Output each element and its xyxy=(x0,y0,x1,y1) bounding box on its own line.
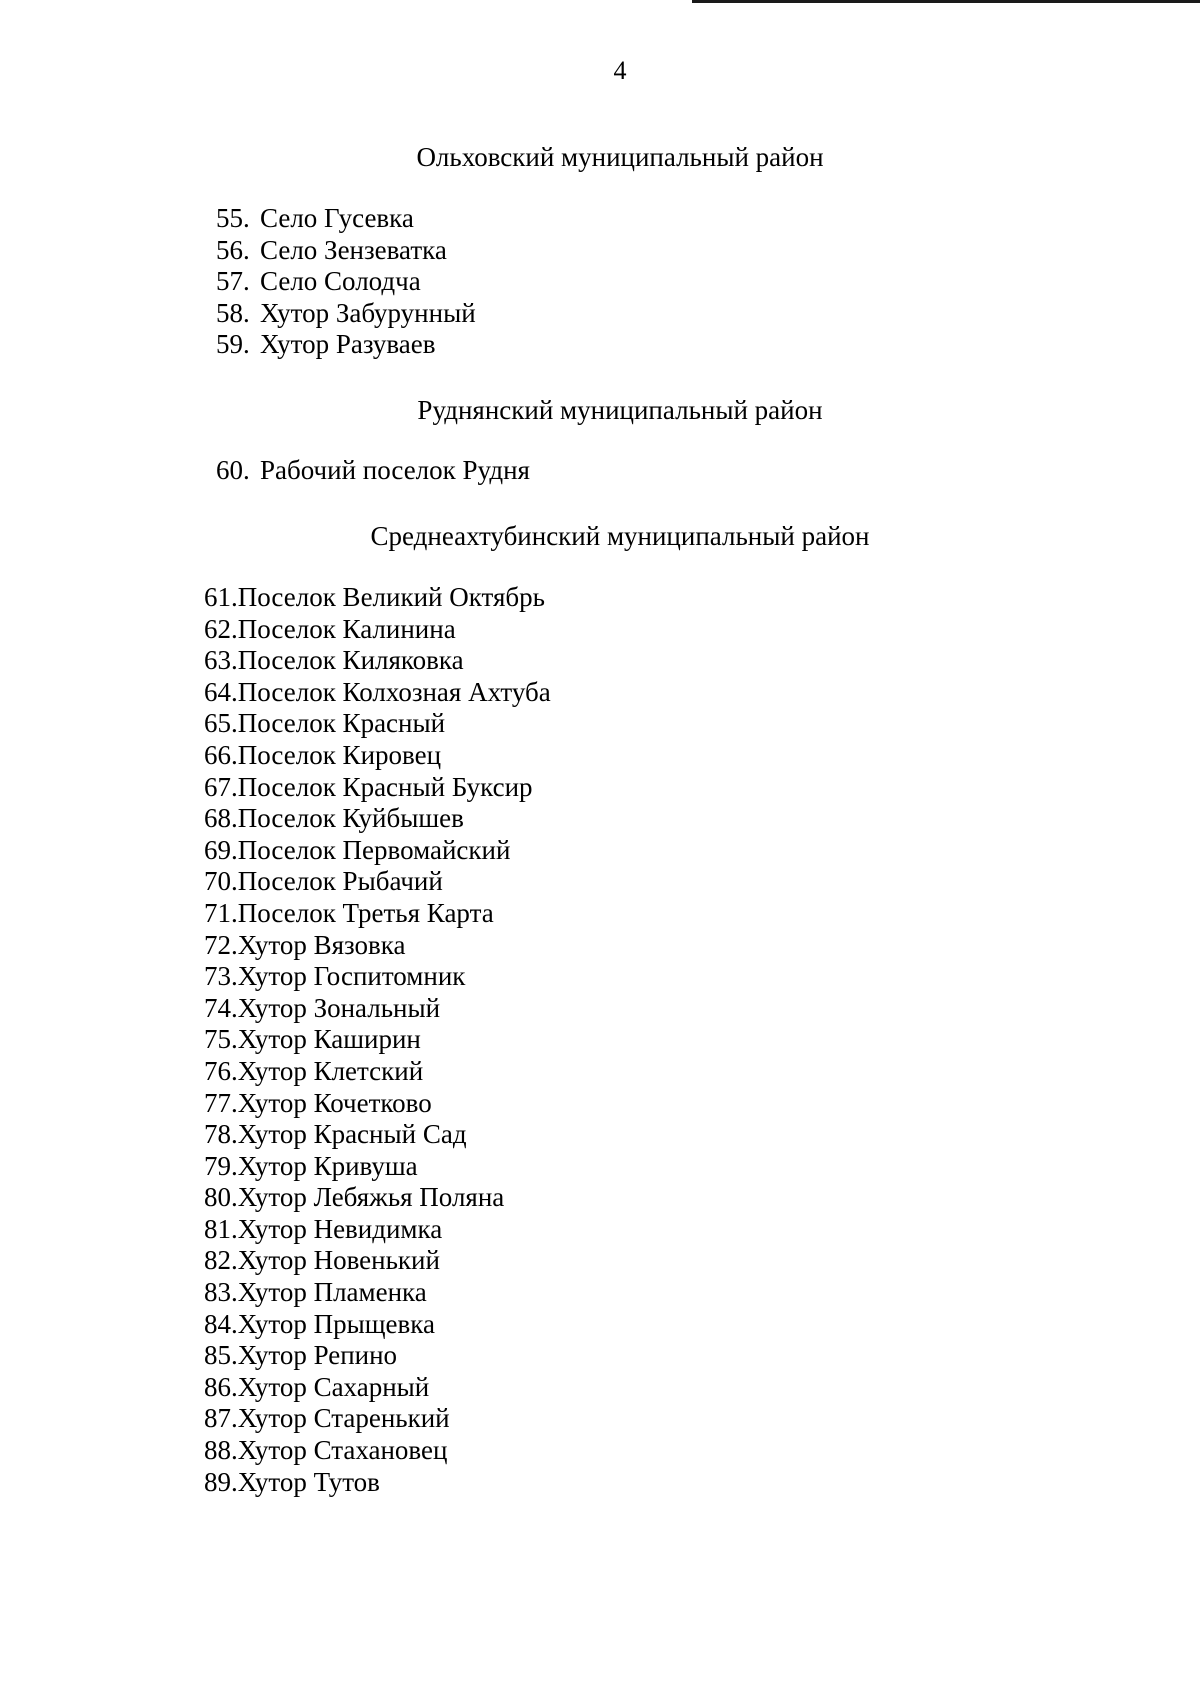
item-number: 88. xyxy=(204,1435,238,1466)
item-number: 76. xyxy=(204,1055,238,1086)
item-name: Поселок Великий Октябрь xyxy=(237,582,545,612)
list-item xyxy=(204,708,551,740)
item-number: 62. xyxy=(204,613,238,644)
item-name: Хутор Госпитомник xyxy=(237,961,466,992)
item-number: 75. xyxy=(204,1024,238,1055)
item-number: 69. xyxy=(204,834,238,865)
list-item xyxy=(204,835,551,867)
list-item xyxy=(204,1372,551,1404)
list-item xyxy=(204,740,551,772)
item-name: Хутор Кривуша xyxy=(237,1150,418,1181)
item-name: Село Солодча xyxy=(260,266,421,297)
list-item xyxy=(204,1088,551,1120)
list-item xyxy=(204,866,551,898)
list-item xyxy=(204,1182,551,1214)
list-item xyxy=(204,645,551,677)
item-name: Хутор Кочетково xyxy=(237,1087,432,1118)
list-item xyxy=(204,614,551,646)
item-name: Хутор Клетский xyxy=(237,1055,424,1086)
list-item xyxy=(204,1245,551,1277)
list-item xyxy=(204,1340,551,1372)
item-name: Рабочий поселок Рудня xyxy=(260,455,530,485)
item-name: Хутор Стахановец xyxy=(237,1435,448,1466)
item-name: Хутор Тутов xyxy=(237,1466,380,1497)
item-name: Хутор Каширин xyxy=(237,1024,421,1055)
item-name: Поселок Первомайский xyxy=(237,834,511,865)
item-name: Поселок Киляковка xyxy=(237,645,464,676)
item-number: 74. xyxy=(204,992,238,1023)
item-name: Хутор Забурунный xyxy=(260,297,476,328)
item-number: 68. xyxy=(204,803,238,834)
section-heading-rudnyansky: Руднянский муниципальный район xyxy=(417,395,823,425)
item-number: 86. xyxy=(204,1371,238,1402)
list-item xyxy=(204,1151,551,1183)
item-number: 58. xyxy=(216,297,250,328)
item-number: 77. xyxy=(204,1087,238,1118)
item-number: 89. xyxy=(204,1466,238,1497)
list-item xyxy=(204,582,551,614)
list-item xyxy=(204,677,551,709)
page-number: 4 xyxy=(613,56,627,85)
list-item xyxy=(216,203,476,235)
item-name: Хутор Разуваев xyxy=(260,329,436,360)
item-number: 82. xyxy=(204,1245,238,1276)
item-name: Поселок Кировец xyxy=(237,739,442,770)
item-number: 73. xyxy=(204,961,238,992)
item-number: 57. xyxy=(216,266,250,297)
item-name: Село Зензеватка xyxy=(260,234,447,265)
item-number: 67. xyxy=(204,771,238,802)
list-item xyxy=(204,1403,551,1435)
item-name: Поселок Рыбачий xyxy=(237,866,443,897)
item-name: Хутор Сахарный xyxy=(237,1371,430,1402)
item-number: 87. xyxy=(204,1403,238,1434)
item-number: 83. xyxy=(204,1277,238,1308)
list-item xyxy=(204,993,551,1025)
item-name: Хутор Прыщевка xyxy=(237,1308,435,1339)
item-number: 70. xyxy=(204,866,238,897)
item-name: Хутор Репино xyxy=(237,1340,398,1371)
list-item xyxy=(204,1119,551,1151)
item-name: Хутор Красный Сад xyxy=(237,1119,467,1150)
list-item xyxy=(204,1024,551,1056)
list-item xyxy=(204,1309,551,1341)
item-name: Поселок Третья Карта xyxy=(237,897,494,928)
list-item xyxy=(216,329,476,361)
item-number: 72. xyxy=(204,929,238,960)
item-number: 61. xyxy=(204,582,238,612)
list-item xyxy=(204,1056,551,1088)
item-number: 71. xyxy=(204,897,238,928)
list-item xyxy=(204,1214,551,1246)
item-number: 81. xyxy=(204,1213,238,1244)
list-item xyxy=(216,266,476,298)
list-item xyxy=(204,803,551,835)
item-name: Хутор Новенький xyxy=(237,1245,440,1276)
section-heading-sredneakhtubinsky: Среднеахтубинский муниципальный район xyxy=(370,521,870,551)
item-number: 66. xyxy=(204,739,238,770)
item-name: Поселок Калинина xyxy=(237,613,456,644)
item-name: Хутор Пламенка xyxy=(237,1277,427,1308)
item-name: Хутор Невидимка xyxy=(237,1213,443,1244)
list-item xyxy=(204,898,551,930)
top-edge-rule xyxy=(692,0,1200,3)
item-number: 84. xyxy=(204,1308,238,1339)
list-item xyxy=(216,235,476,267)
list-item xyxy=(204,1277,551,1309)
item-number: 78. xyxy=(204,1119,238,1150)
item-name: Село Гусевка xyxy=(260,203,414,233)
item-name: Хутор Зональный xyxy=(237,992,441,1023)
item-number: 63. xyxy=(204,645,238,676)
item-name: Хутор Вязовка xyxy=(237,929,406,960)
item-number: 85. xyxy=(204,1340,238,1371)
item-number: 80. xyxy=(204,1182,238,1213)
list-item xyxy=(204,961,551,993)
item-number: 59. xyxy=(216,329,250,360)
item-number: 56. xyxy=(216,234,250,265)
item-name: Поселок Красный xyxy=(237,708,446,739)
item-number: 60. xyxy=(216,455,250,485)
section-heading-olkhovsky: Ольховский муниципальный район xyxy=(416,142,824,172)
item-name: Поселок Куйбышев xyxy=(237,803,464,834)
list-item xyxy=(204,772,551,804)
item-name: Поселок Красный Буксир xyxy=(237,771,533,802)
item-number: 55. xyxy=(216,203,250,233)
list-item xyxy=(204,1467,551,1499)
list-item xyxy=(216,298,476,330)
list-item xyxy=(216,455,530,487)
item-name: Хутор Старенький xyxy=(237,1403,450,1434)
item-number: 79. xyxy=(204,1150,238,1181)
list-item xyxy=(204,1435,551,1467)
settlement-list-sredneakhtubinsky xyxy=(204,582,551,1498)
item-name: Поселок Колхозная Ахтуба xyxy=(237,676,551,707)
item-number: 64. xyxy=(204,676,238,707)
item-number: 65. xyxy=(204,708,238,739)
settlement-list-rudnyansky xyxy=(216,455,530,487)
item-name: Хутор Лебяжья Поляна xyxy=(237,1182,505,1213)
settlement-list-olkhovsky xyxy=(216,203,476,361)
list-item xyxy=(204,930,551,962)
